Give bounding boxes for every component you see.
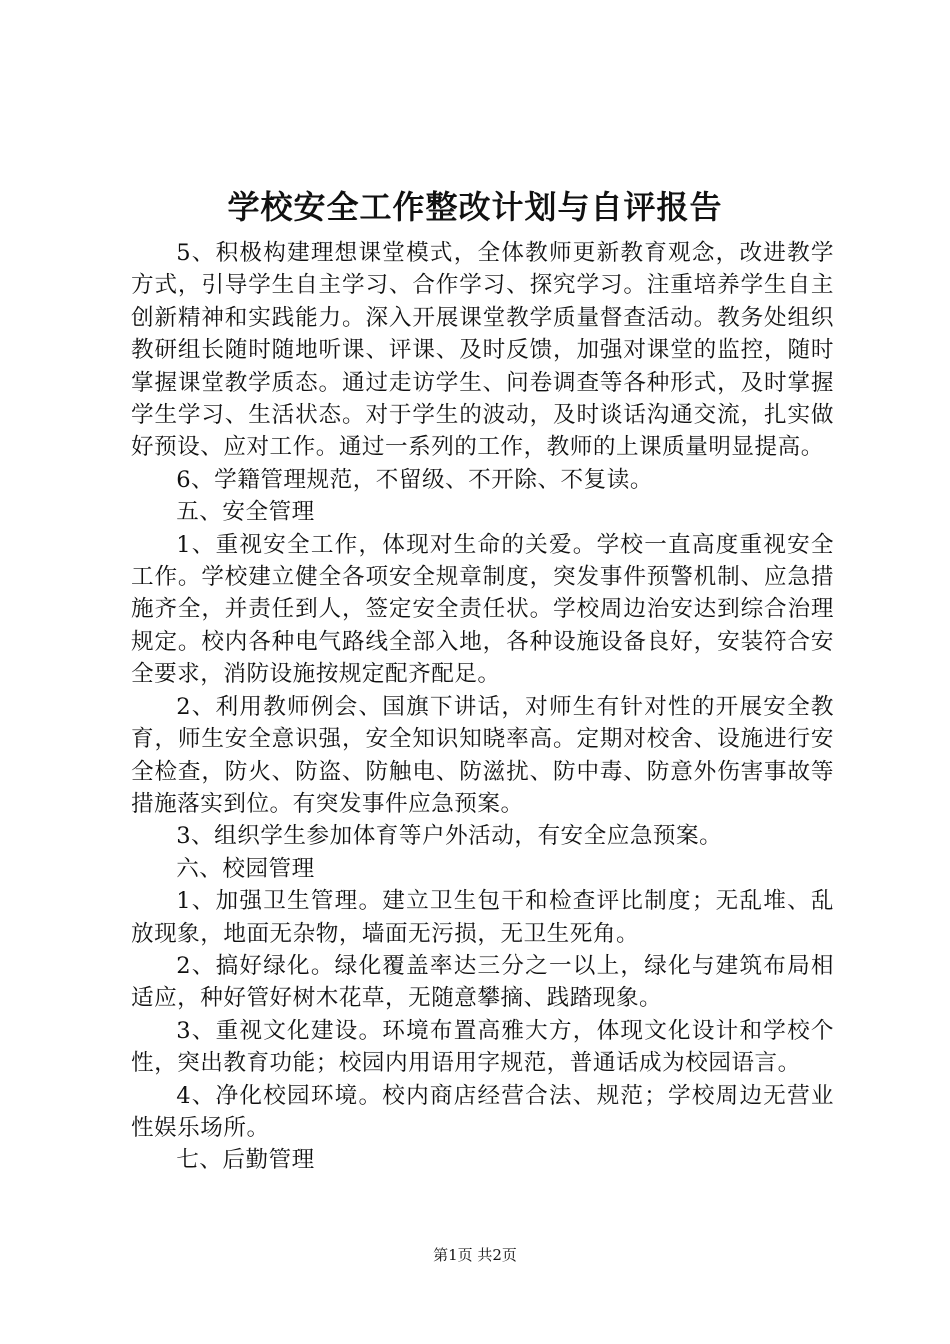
paragraph: 1、加强卫生管理。建立卫生包干和检查评比制度；无乱堆、乱放现象，地面无杂物，墙面无污损，无卫生死角。 — [131, 888, 834, 947]
document-title: 学校安全工作整改计划与自评报告 — [227, 188, 723, 226]
document-body — [131, 237, 834, 1177]
paragraph: 4、净化校园环境。校内商店经营合法、规范；学校周边无营业性娱乐场所。 — [131, 1082, 834, 1141]
paragraph: 2、搞好绿化。绿化覆盖率达三分之一以上，绿化与建筑布局相适应，种好管好树木花草，无随意攀摘、践踏现象。 — [131, 952, 834, 1012]
paragraph: 3、组织学生参加体育等户外活动，有安全应急预案。 — [176, 823, 723, 850]
section-heading: 七、后勤管理 — [176, 1147, 315, 1174]
paragraph: 6、学籍管理规范，不留级、不开除、不复读。 — [176, 466, 653, 493]
paragraph: 2、利用教师例会、国旗下讲话，对师生有针对性的开展安全教育，师生安全意识强，安全知识知晓率高。定期对校舍、设施进行安全检查，防火、防盗、防触电、防滋扰、防中毒、防意外伤害事故等措施落实到位。有突发事件应急预案。 — [131, 693, 834, 817]
paragraph: 1、重视安全工作，体现对生命的关爱。学校一直高度重视安全工作。学校建立健全各项安全规章制度，突发事件预警机制、应急措施齐全，并责任到人，签定安全责任状。学校周边治安达到综合治理规定。校内各种电气路线全部入地，各种设施设备良好，安装符合安全要求，消防设施按规定配齐配足。 — [131, 531, 834, 688]
page-number-footer: 第1页 共2页 — [433, 1246, 517, 1264]
paragraph: 5、积极构建理想课堂模式，全体教师更新教育观念，改进教学方式，引导学生自主学习、合作学习、探究学习。注重培养学生自主创新精神和实践能力。深入开展课堂教学质量督查活动。教务处组织教研组长随时随地听课、评课、及时反馈，加强对课堂的监控，随时掌握课堂教学质态。通过走访学生、问卷调查等各种形式，及时掌握学生学习、生活状态。对于学生的波动，及时谈话沟通交流，扎实做好预设、应对工作。通过一系列的工作，教师的上课质量明显提高。 — [131, 240, 834, 461]
section-heading: 五、安全管理 — [176, 499, 315, 526]
section-heading: 六、校园管理 — [176, 855, 315, 882]
paragraph: 3、重视文化建设。环境布置高雅大方，体现文化设计和学校个性，突出教育功能；校园内用语用字规范，普通话成为校园语言。 — [131, 1017, 834, 1077]
